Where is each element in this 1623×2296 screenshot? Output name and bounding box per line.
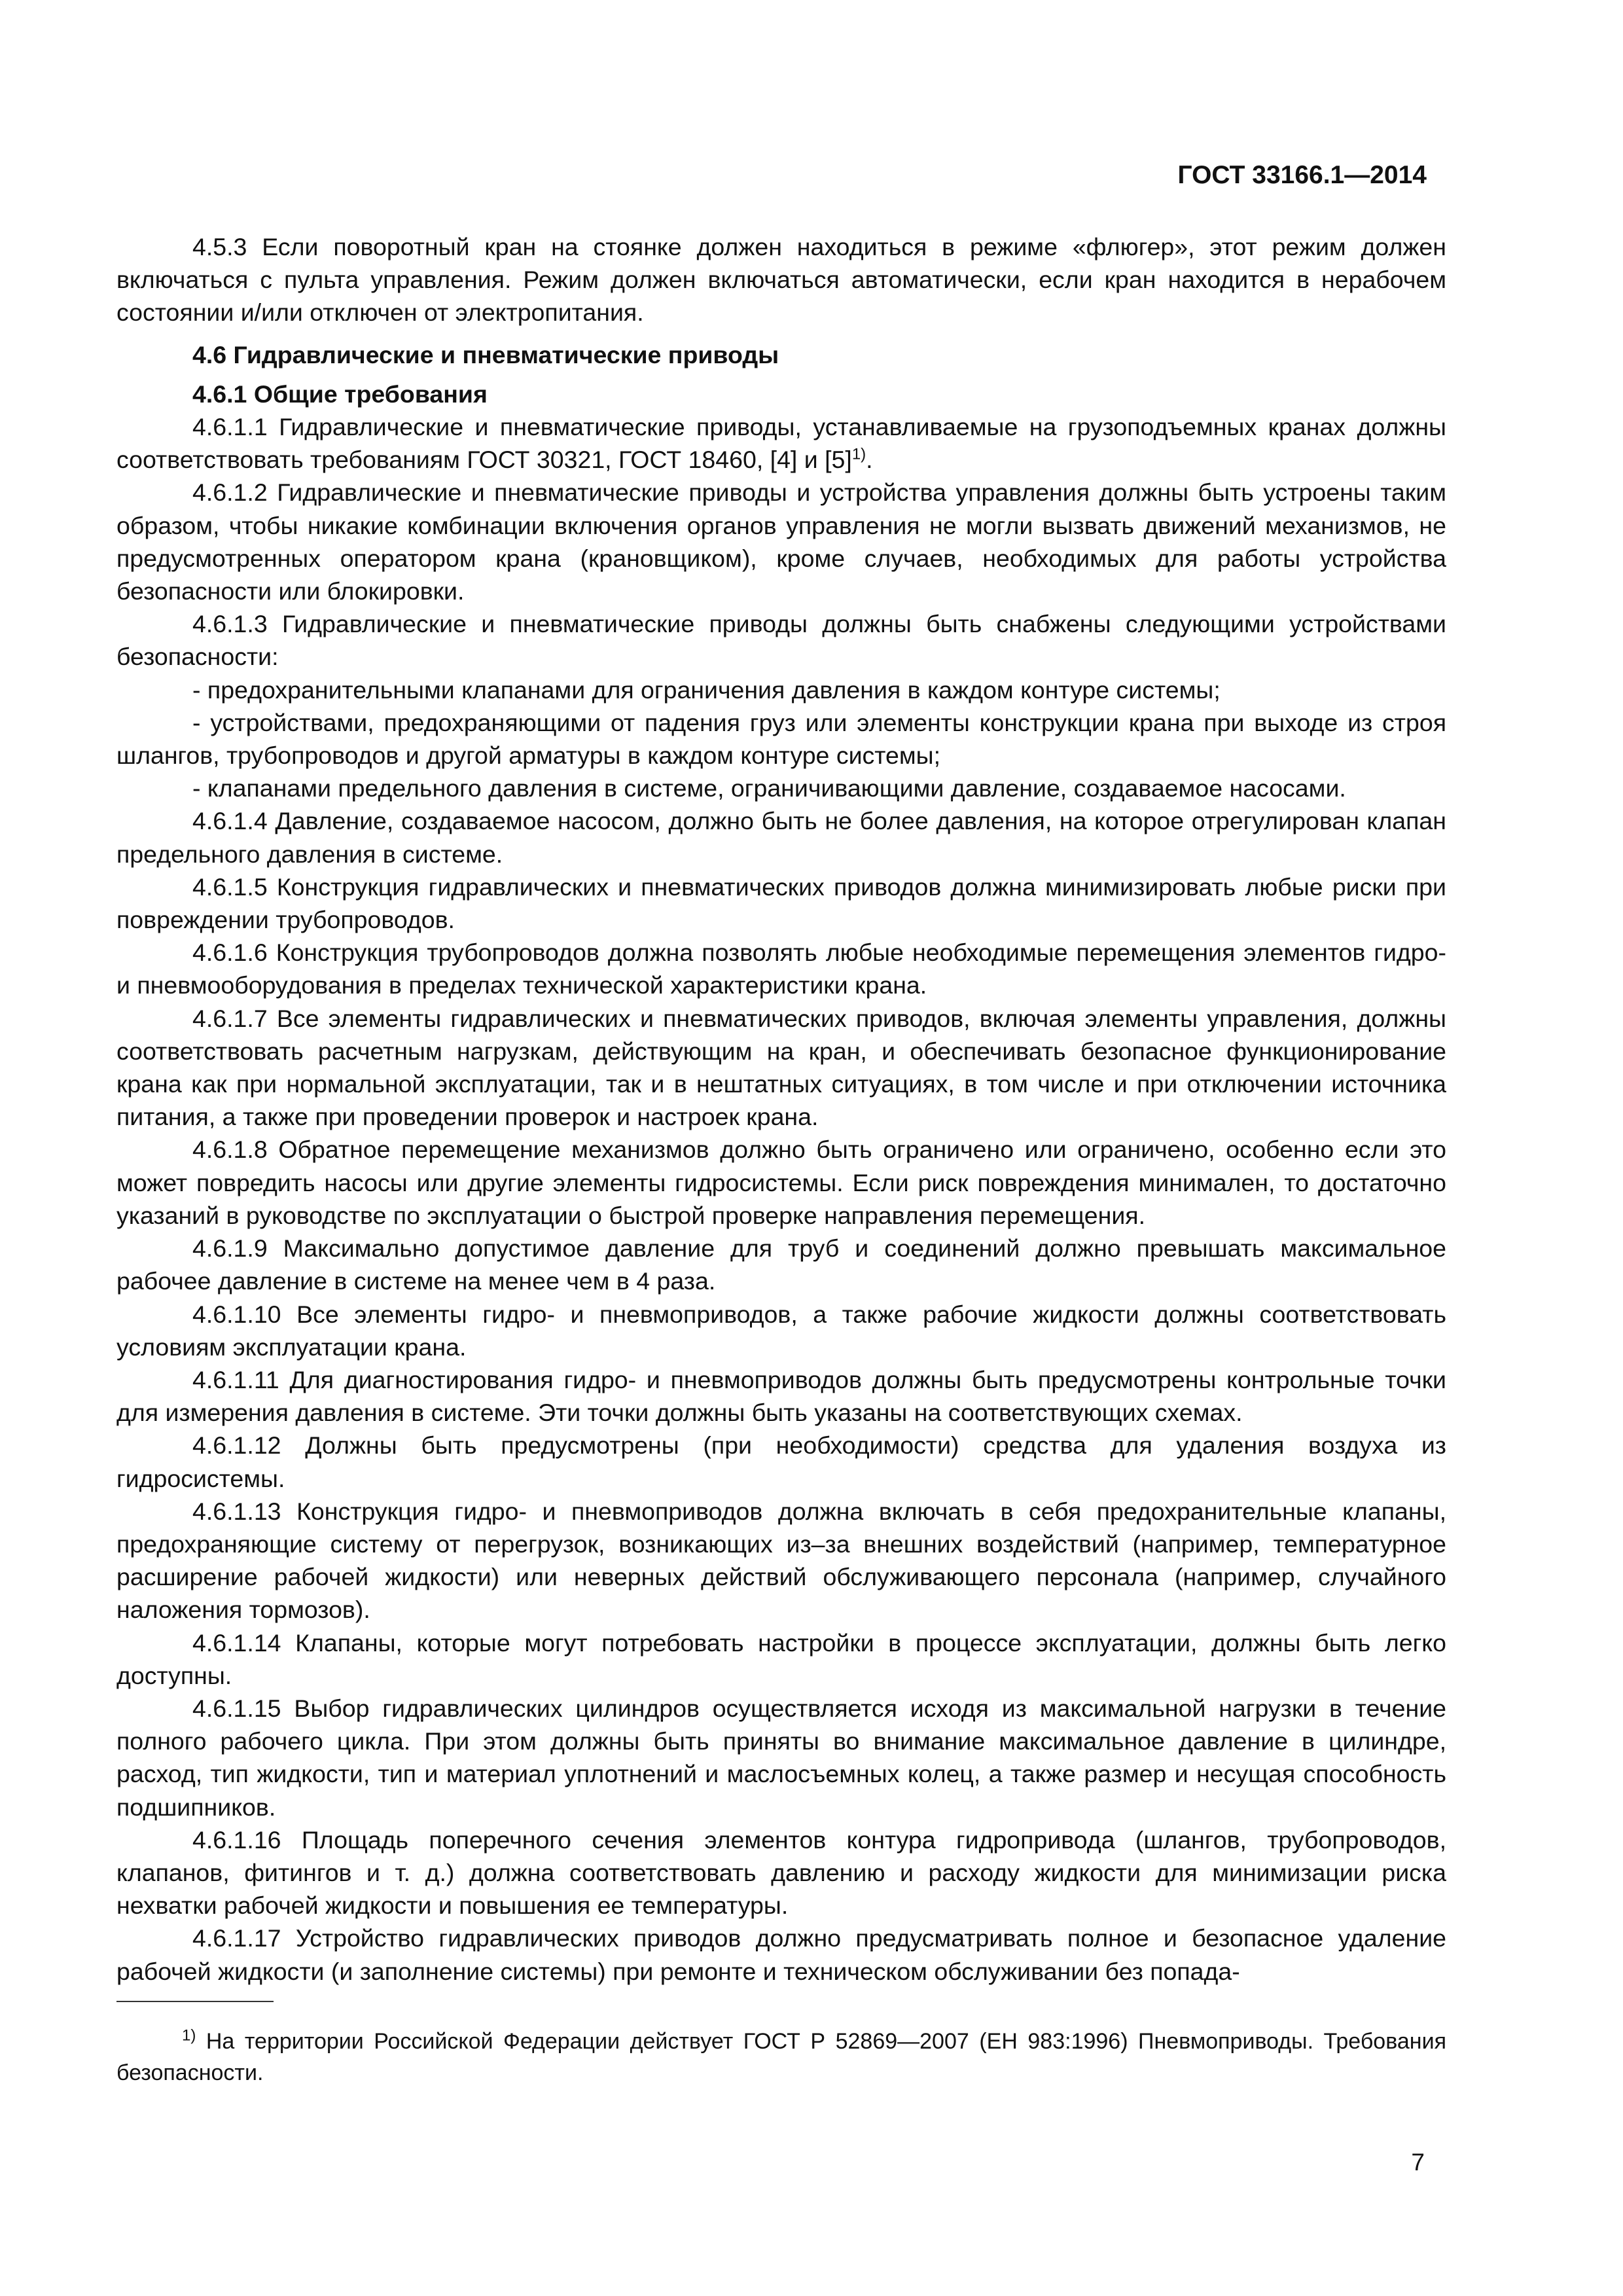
paragraph-4-6-1-6: 4.6.1.6 Конструкция трубопроводов должна позволять любые необходимые перемещения элементов гидро- и пневмооборудования в пределах технической характеристики крана.	[116, 939, 1446, 999]
footnote-body: На территории Российской Федерации действует ГОСТ Р 52869—2007 (ЕН 983:1996) Пневмоприводы. Требования безопасности.	[116, 2029, 1446, 2085]
footnote-marker: 1)	[182, 2026, 196, 2045]
page-number: 7	[1411, 2149, 1425, 2176]
paragraph-text: 4.6.1.1 Гидравлические и пневматические приводы, устанавливаемые на грузоподъемных кранах должны соответствовать требованиям ГОСТ 30321, ГОСТ 18460, [4] и [5]	[116, 413, 1446, 474]
paragraph-4-6-1-4: 4.6.1.4 Давление, создаваемое насосом, должно быть не более давления, на которое отрегулирован клапан предельного давления в системе.	[116, 807, 1446, 868]
standard-number: ГОСТ 33166.1—2014	[1177, 161, 1427, 189]
paragraph-4-6-1-15: 4.6.1.15 Выбор гидравлических цилиндров осуществляется исходя из максимальной нагрузки в течение полного рабочего цикла. При этом должны быть приняты во внимание максимальное давление в цилиндре, расход, тип жидкости, тип и материал уплотнений и маслосъемных колец, а также размер и несущая способность подшипников.	[116, 1694, 1446, 1821]
paragraph-4-6-1-11: 4.6.1.11 Для диагностирования гидро- и пневмоприводов должны быть предусмотрены контрольные точки для измерения давления в системе. Эти точки должны быть указаны на соответствующих схемах.	[116, 1365, 1446, 1427]
paragraph-4-6-1-17: 4.6.1.17 Устройство гидравлических приводов должно предусматривать полное и безопасное удаление рабочей жидкости (и заполнение системы) при ремонте и техническом обслуживании без попада-	[116, 1924, 1446, 1985]
section-heading-4-6: 4.6 Гидравлические и пневматические приводы	[192, 340, 779, 368]
paragraph-tail: .	[866, 446, 873, 474]
paragraph-4-6-1-8: 4.6.1.8 Обратное перемещение механизмов должно быть ограничено или ограничено, особенно если это может повредить насосы или другие элементы гидросистемы. Если риск повреждения минимален, то достаточно указаний в руководстве по эксплуатации о быстрой проверке направления перемещения.	[116, 1136, 1446, 1229]
paragraph-4-6-1-16: 4.6.1.16 Площадь поперечного сечения элементов контура гидропривода (шлангов, трубопроводов, клапанов, фитингов и т. д.) должна соответствовать давлению и расходу жидкости для минимизации риска нехватки рабочей жидкости и повышения ее температуры.	[116, 1825, 1446, 1920]
paragraph-4-6-1-5: 4.6.1.5 Конструкция гидравлических и пневматических приводов должна минимизировать любые риски при повреждении трубопроводов.	[116, 872, 1446, 934]
paragraph-4-6-1-14: 4.6.1.14 Клапаны, которые могут потребовать настройки в процессе эксплуатации, должны быть легко доступны.	[116, 1628, 1446, 1689]
footnote-separator	[116, 2001, 274, 2002]
paragraph-4-6-1-9: 4.6.1.9 Максимально допустимое давление для труб и соединений должно превышать максимальное рабочее давление в системе на менее чем в 4 раза.	[116, 1234, 1446, 1295]
footnote	[116, 2026, 1446, 2089]
paragraph-4-5-3: 4.5.3 Если поворотный кран на стоянке должен находиться в режиме «флюгер», этот режим должен включаться с пульта управления. Режим должен включаться автоматически, если кран находится в нерабочем состоянии и/или отключен от электропитания.	[116, 233, 1446, 327]
footnote-reference: 1)	[851, 445, 866, 463]
list-item: - предохранительными клапанами для ограничения давления в каждом контуре системы;	[192, 675, 1221, 704]
paragraph-4-6-1-12: 4.6.1.12 Должны быть предусмотрены (при необходимости) средства для удаления воздуха из гидросистемы.	[116, 1431, 1446, 1492]
footnote-text	[116, 2026, 1446, 2089]
list-item: - клапанами предельного давления в системе, ограничивающими давление, создаваемое насосами.	[192, 774, 1346, 802]
paragraph-4-6-1-1	[116, 410, 1446, 476]
paragraph-4-6-1-2: 4.6.1.2 Гидравлические и пневматические приводы и устройства управления должны быть устроены таким образом, чтобы никакие комбинации включения органов управления не могли вызвать движений механизмов, не предусмотренных оператором крана (крановщиком), кроме случаев, необходимых для работы устройства безопасности или блокировки.	[116, 478, 1446, 605]
paragraph-4-6-1-10: 4.6.1.10 Все элементы гидро- и пневмоприводов, а также рабочие жидкости должны соответствовать условиям эксплуатации крана.	[116, 1300, 1446, 1361]
paragraph-4-6-1-7: 4.6.1.7 Все элементы гидравлических и пневматических приводов, включая элементы управления, должны соответствовать расчетным нагрузкам, действующим на кран, и обеспечивать безопасное функционирование крана как при нормальной эксплуатации, так и в нештатных ситуациях, в том числе и при отключении источника питания, а также при проведении проверок и настроек крана.	[116, 1004, 1446, 1131]
paragraph-4-6-1-3: 4.6.1.3 Гидравлические и пневматические приводы должны быть снабжены следующими устройствами безопасности:	[116, 610, 1446, 671]
document-body	[116, 230, 1446, 1988]
paragraph-4-6-1-13: 4.6.1.13 Конструкция гидро- и пневмоприводов должна включать в себя предохранительные клапаны, предохраняющие систему от перегрузок, возникающих из–за внешних воздействий (например, температурное расширение рабочей жидкости) или неверных действий обслуживающего персонала (например, случайного наложения тормозов).	[116, 1497, 1446, 1624]
list-item: - устройствами, предохраняющими от падения груз или элементы конструкции крана при выходе из строя шлангов, трубопроводов и другой арматуры в каждом контуре системы;	[116, 708, 1446, 770]
subsection-heading-4-6-1: 4.6.1 Общие требования	[192, 380, 488, 408]
